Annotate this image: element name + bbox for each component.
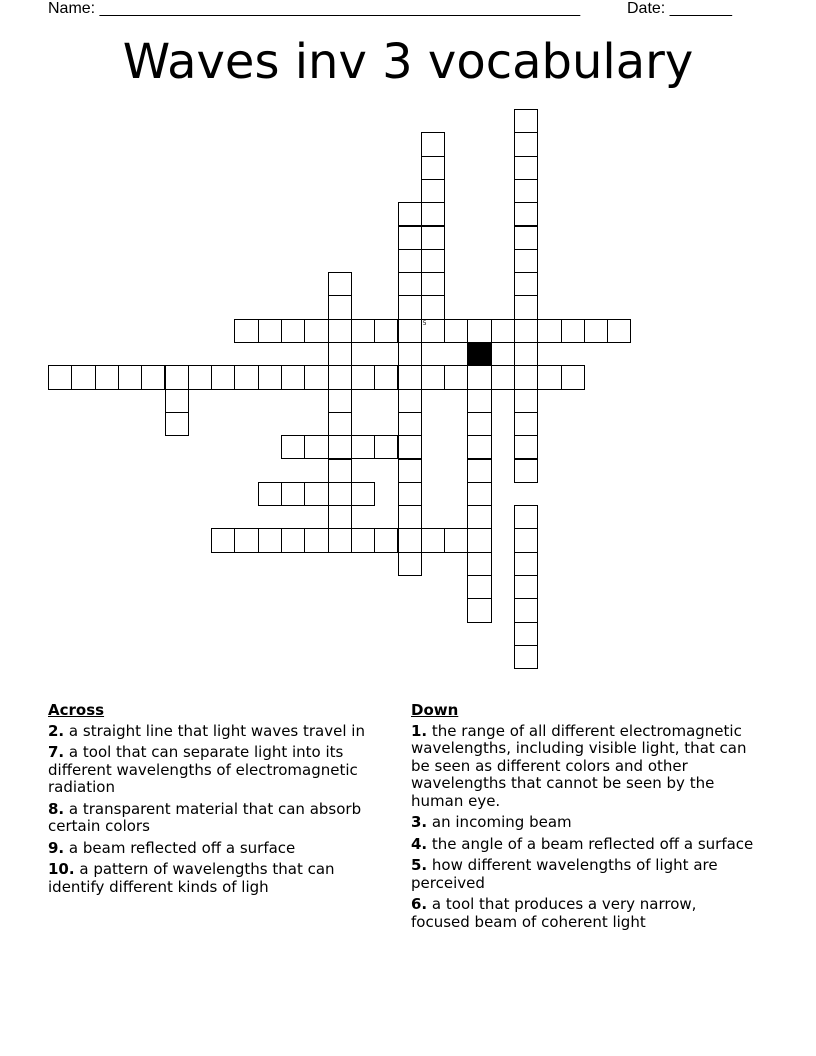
- grid-cell[interactable]: [584, 319, 608, 343]
- grid-cell[interactable]: [514, 156, 538, 180]
- grid-cell[interactable]: [514, 319, 538, 343]
- grid-cell[interactable]: [444, 365, 468, 389]
- grid-cell[interactable]: [398, 552, 422, 576]
- grid-cell[interactable]: [467, 598, 491, 622]
- grid-cell[interactable]: [281, 435, 305, 459]
- grid-cell[interactable]: [514, 226, 538, 250]
- grid-cell[interactable]: [467, 365, 491, 389]
- grid-cell[interactable]: [374, 365, 398, 389]
- grid-cell[interactable]: [328, 505, 352, 529]
- across-clue-list: [48, 723, 393, 897]
- down-clue: [411, 857, 756, 892]
- down-clue: [411, 896, 756, 931]
- clue-number-label: 5.: [411, 856, 428, 874]
- grid-cell[interactable]: [374, 435, 398, 459]
- grid-cell[interactable]: [398, 459, 422, 483]
- grid-cell[interactable]: [444, 528, 468, 552]
- grid-cell[interactable]: [514, 622, 538, 646]
- grid-cell[interactable]: [514, 295, 538, 319]
- name-field-label: Name: ______________________________________________________: [48, 0, 581, 17]
- across-clue: [48, 744, 393, 797]
- grid-cell[interactable]: [607, 319, 631, 343]
- across-clue: [48, 801, 393, 836]
- grid-cell[interactable]: [328, 412, 352, 436]
- grid-cell[interactable]: [374, 319, 398, 343]
- grid-cell[interactable]: [351, 482, 375, 506]
- grid-cell[interactable]: [398, 412, 422, 436]
- clue-text: a straight line that light waves travel in: [68, 721, 365, 740]
- grid-cell[interactable]: [398, 272, 422, 296]
- grid-cell[interactable]: [398, 482, 422, 506]
- grid-cell[interactable]: [514, 249, 538, 273]
- grid-cell[interactable]: [258, 482, 282, 506]
- grid-cell[interactable]: [234, 528, 258, 552]
- clue-number-label: 1.: [411, 721, 428, 740]
- down-clue-list: [411, 723, 756, 932]
- grid-cell[interactable]: [304, 365, 328, 389]
- grid-cell[interactable]: [351, 319, 375, 343]
- grid-cell[interactable]: [304, 319, 328, 343]
- grid-cell[interactable]: [421, 249, 445, 273]
- grid-cell[interactable]: [328, 389, 352, 413]
- grid-cell[interactable]: [514, 575, 538, 599]
- grid-cell[interactable]: [467, 435, 491, 459]
- grid-cell[interactable]: [398, 319, 422, 343]
- grid-cell[interactable]: [398, 342, 422, 366]
- grid-cell[interactable]: [421, 365, 445, 389]
- grid-cell[interactable]: [351, 528, 375, 552]
- grid-cell[interactable]: [304, 482, 328, 506]
- grid-cell[interactable]: [351, 365, 375, 389]
- grid-cell[interactable]: [561, 319, 585, 343]
- grid-cell[interactable]: [514, 505, 538, 529]
- grid-cell[interactable]: [514, 202, 538, 226]
- grid-cell[interactable]: [304, 528, 328, 552]
- clue-text: the angle of a beam reflected off a surface: [431, 834, 754, 853]
- grid-cell[interactable]: [467, 319, 491, 343]
- down-clue: [411, 836, 756, 854]
- grid-cell[interactable]: [398, 365, 422, 389]
- grid-cell[interactable]: [514, 109, 538, 133]
- clue-number-label: 3.: [411, 813, 428, 831]
- grid-cell[interactable]: [211, 528, 235, 552]
- date-field-label: Date: _______: [627, 0, 732, 17]
- grid-cell[interactable]: [211, 365, 235, 389]
- across-clue: [48, 723, 393, 741]
- clue-text: a transparent material that can absorb certain colors: [48, 799, 362, 835]
- grid-cell[interactable]: [514, 179, 538, 203]
- grid-cell-black: [467, 342, 491, 366]
- grid-cell[interactable]: [398, 528, 422, 552]
- across-heading: Across: [48, 701, 105, 719]
- grid-cell[interactable]: [514, 389, 538, 413]
- grid-cell[interactable]: [514, 435, 538, 459]
- clue-text: a tool that produces a very narrow, focused beam of coherent light: [411, 895, 697, 931]
- puzzle-title: Waves inv 3 vocabulary: [122, 34, 694, 90]
- grid-cell[interactable]: [421, 202, 445, 226]
- grid-cell[interactable]: [328, 482, 352, 506]
- grid-cell[interactable]: [491, 319, 515, 343]
- grid-cell[interactable]: [421, 179, 445, 203]
- grid-cell[interactable]: [328, 272, 352, 296]
- clue-text: a pattern of wavelengths that can identify different kinds of ligh: [48, 860, 335, 896]
- grid-cell[interactable]: [421, 156, 445, 180]
- grid-cell[interactable]: [328, 295, 352, 319]
- down-heading: Down: [411, 701, 459, 719]
- grid-cell[interactable]: [118, 365, 142, 389]
- grid-cell[interactable]: [328, 342, 352, 366]
- grid-cell[interactable]: [514, 552, 538, 576]
- grid-cell[interactable]: [421, 132, 445, 156]
- grid-cell[interactable]: [514, 645, 538, 669]
- grid-cell[interactable]: [421, 226, 445, 250]
- grid-cell[interactable]: [537, 365, 561, 389]
- clue-number-label: 9.: [48, 838, 65, 857]
- clue-number-label: 7.: [48, 743, 65, 761]
- grid-cell[interactable]: [467, 482, 491, 506]
- grid-cell[interactable]: [281, 365, 305, 389]
- grid-cell[interactable]: [281, 528, 305, 552]
- grid-cell[interactable]: [467, 389, 491, 413]
- grid-cell[interactable]: [165, 365, 189, 389]
- grid-cell[interactable]: [398, 505, 422, 529]
- grid-cell[interactable]: [421, 528, 445, 552]
- grid-cell[interactable]: [48, 365, 72, 389]
- grid-cell[interactable]: [398, 226, 422, 250]
- grid-cell[interactable]: [188, 365, 212, 389]
- grid-cell[interactable]: [328, 319, 352, 343]
- grid-cell[interactable]: [165, 412, 189, 436]
- clue-number-label: 8.: [48, 799, 65, 818]
- grid-cell[interactable]: [537, 319, 561, 343]
- grid-cell[interactable]: [514, 598, 538, 622]
- grid-cell[interactable]: [258, 528, 282, 552]
- clue-number-label: 2.: [48, 721, 65, 740]
- grid-cell[interactable]: [398, 295, 422, 319]
- grid-cell[interactable]: [234, 319, 258, 343]
- across-clues: [48, 702, 393, 900]
- down-clues: [411, 702, 756, 935]
- grid-cell[interactable]: [95, 365, 119, 389]
- grid-cell[interactable]: [398, 389, 422, 413]
- grid-cell[interactable]: [514, 132, 538, 156]
- clue-number: 5: [422, 319, 427, 327]
- grid-cell[interactable]: [304, 435, 328, 459]
- grid-cell[interactable]: [514, 528, 538, 552]
- grid-cell[interactable]: [514, 459, 538, 483]
- grid-cell[interactable]: [467, 575, 491, 599]
- grid-cell[interactable]: [467, 528, 491, 552]
- clue-text: a beam reflected off a surface: [68, 838, 296, 857]
- grid-cell[interactable]: [398, 435, 422, 459]
- grid-cell[interactable]: [141, 365, 165, 389]
- grid-cell[interactable]: [328, 435, 352, 459]
- grid-cell[interactable]: [328, 528, 352, 552]
- grid-cell[interactable]: [258, 319, 282, 343]
- grid-cell[interactable]: [467, 412, 491, 436]
- grid-cell[interactable]: [258, 365, 282, 389]
- grid-cell[interactable]: [444, 319, 468, 343]
- down-clue: [411, 814, 756, 832]
- clue-number-label: 6.: [411, 895, 428, 913]
- grid-cell[interactable]: [514, 342, 538, 366]
- grid-cell[interactable]: [71, 365, 95, 389]
- grid-cell[interactable]: [514, 412, 538, 436]
- across-clue: [48, 861, 393, 896]
- grid-cell[interactable]: [328, 459, 352, 483]
- grid-cell[interactable]: [491, 365, 515, 389]
- grid-cell[interactable]: [467, 459, 491, 483]
- clue-number-label: 4.: [411, 834, 428, 853]
- grid-cell[interactable]: [421, 272, 445, 296]
- grid-cell[interactable]: [561, 365, 585, 389]
- grid-cell[interactable]: [514, 365, 538, 389]
- grid-cell[interactable]: [351, 435, 375, 459]
- across-clue: [48, 840, 393, 858]
- clue-number-label: 10.: [48, 860, 75, 878]
- grid-cell[interactable]: [165, 389, 189, 413]
- grid-cell[interactable]: [421, 295, 445, 319]
- grid-cell[interactable]: [374, 528, 398, 552]
- grid-cell[interactable]: [398, 249, 422, 273]
- clue-text: the range of all different electromagnetic wavelengths, including visible light, that can be seen as different colors and other wavelengths that cannot be seen by the human eye.: [411, 721, 747, 810]
- grid-cell[interactable]: [234, 365, 258, 389]
- grid-cell[interactable]: [467, 552, 491, 576]
- clue-text: a tool that can separate light into its different wavelengths of electromagnetic radiation: [48, 743, 358, 796]
- grid-cell[interactable]: [514, 272, 538, 296]
- grid-cell[interactable]: [467, 505, 491, 529]
- down-clue: [411, 723, 756, 811]
- grid-cell[interactable]: [328, 365, 352, 389]
- grid-cell[interactable]: [398, 202, 422, 226]
- clue-text: how different wavelengths of light are perceived: [411, 856, 718, 892]
- grid-cell[interactable]: [281, 482, 305, 506]
- grid-cell[interactable]: [281, 319, 305, 343]
- grid-cell[interactable]: [421, 319, 445, 343]
- clue-text: an incoming beam: [431, 813, 572, 831]
